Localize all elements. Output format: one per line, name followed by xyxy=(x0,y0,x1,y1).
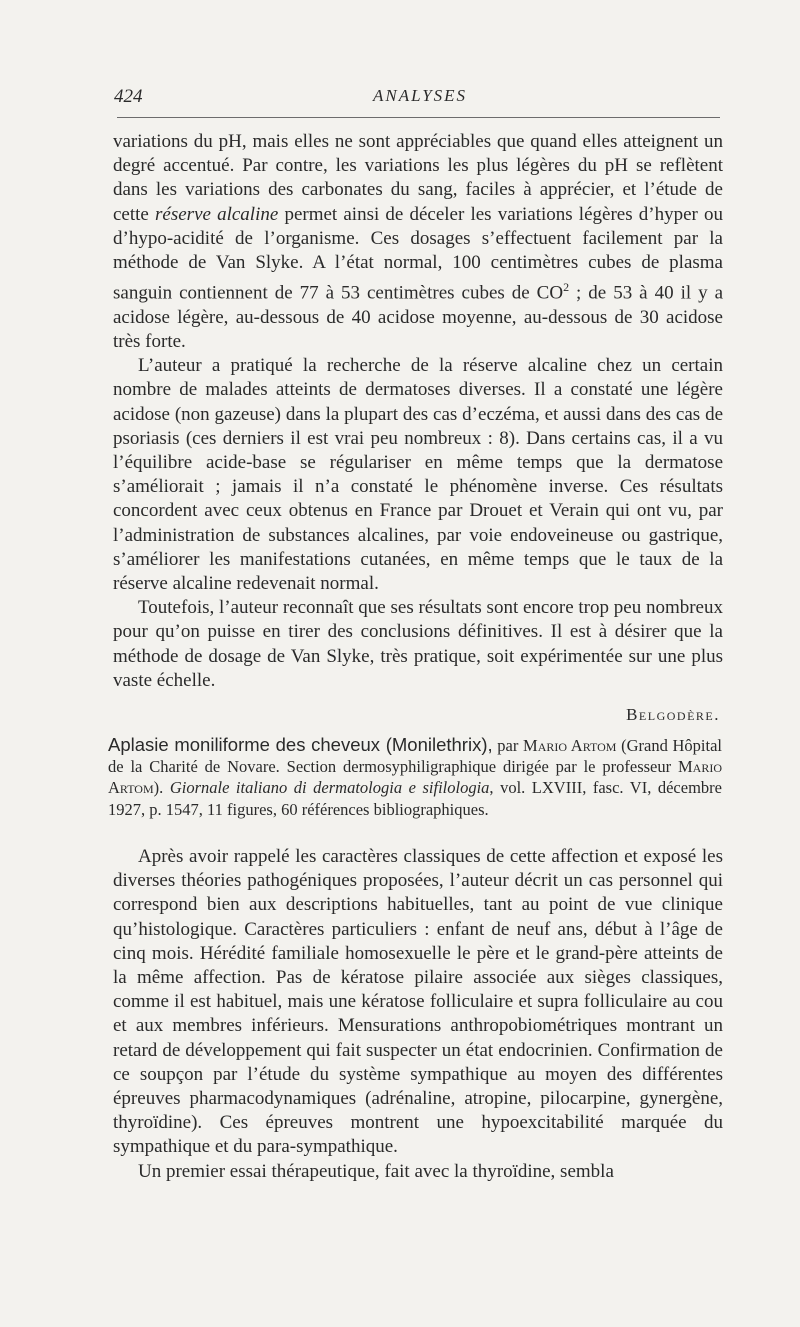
abstract-heading xyxy=(108,734,722,820)
paragraph xyxy=(113,130,723,354)
director-name: Mario Artom xyxy=(108,757,722,798)
journal-name: Giornale italiano di dermatologia e sifilologia xyxy=(169,778,490,798)
paragraph: Toutefois, l’auteur reconnaît que ses résultats sont encore trop peu nombreux pour qu’on puisse en tirer des conclusions définitives. Il est à désirer que la méthode de dosage de Van Slyke, très pratique, soit expérimentée sur une plus vaste échelle. xyxy=(113,597,723,691)
page-number: 424 xyxy=(114,86,143,107)
emphasis: réserve alcaline xyxy=(155,203,279,225)
text-run: permet ainsi de déceler les variations légères d’hyper ou d’hypo-acidité de l’organisme. Ces dosages s’effectuent facilement par la méthode de Van Slyke. A l’état normal, 100 centimètres cubes de plasma sanguin contiennent de 77 à 53 centimètres cubes de CO xyxy=(113,203,724,304)
superscript: 2 xyxy=(563,280,570,295)
review-body-1 xyxy=(113,130,723,693)
page-header xyxy=(114,86,720,112)
text-run: variations du pH, mais elles ne sont appréciables que quand elles atteignent un degré accentué. Par contre, les variations les plus légères du pH se reflètent dans les variations des carbonates du sang, faciles à apprécier, et l’étude de cette xyxy=(113,131,723,225)
affiliation: (Grand Hôpital de la Charité de Novare. Section dermosyphiligraphique dirigée par le professeur xyxy=(108,736,722,777)
review-body-2 xyxy=(113,845,723,1184)
text-run: par xyxy=(492,736,524,755)
reviewer-signature: Belgodère. xyxy=(626,705,720,724)
author-name: Mario Artom xyxy=(523,736,617,755)
article-title: Aplasie moniliforme des cheveux (Monilethrix), xyxy=(108,734,493,755)
text-run: ). xyxy=(153,778,170,798)
text-run: ; de 53 à 40 il y a acidose légère, au-dessous de 40 acidose moyenne, au-dessous de 30 acidose très forte. xyxy=(113,282,724,352)
paragraph: L’auteur a pratiqué la recherche de la réserve alcaline chez un certain nombre de malades atteints de dermatoses diverses. Il a constaté une légère acidose (non gazeuse) dans la plupart des cas d’eczéma, et aussi dans des cas de psoriasis (ces derniers il est vrai peu nombreux : 8). Dans certains cas, il a vu l’équilibre acide-base se régulariser en même temps que la dermatose s’améliorait ; jamais il n’a constaté le phénomène inverse. Ces résultats concordent avec ceux obtenus en France par Drouet et Verain qui ont vu, par l’administration de substances alcalines, par voie endoveineuse ou gastrique, s’améliorer les manifestations cutanées, en même temps que le taux de la réserve alcaline redevenait normal. xyxy=(113,355,723,594)
paragraph: Un premier essai thérapeutique, fait avec la thyroïdine, sembla xyxy=(138,1160,614,1182)
header-rule xyxy=(117,117,720,118)
running-title: ANALYSES xyxy=(372,86,468,105)
citation: , vol. LXVIII, fasc. VI, décembre 1927, p. 1547, 11 figures, 60 références bibliographiques. xyxy=(108,778,722,819)
paragraph: Après avoir rappelé les caractères classiques de cette affection et exposé les diverses théories pathogéniques proposées, l’auteur décrit un cas personnel qui correspond bien aux descriptions habituelles, tant au point de vue clinique qu’histologique. Caractères particuliers : enfant de neuf ans, début à l’âge de cinq mois. Hérédité familiale homosexuelle le père et le grand-père atteints de la même affection. Pas de kératose pilaire associée aux sièges classiques, comme il est habituel, mais une kératose folliculaire et supra folliculaire au cou et aux membres inférieurs. Mensurations anthropobiométriques montrant un retard de développement qui fait suspecter un état endocrinien. Confirmation de ce soupçon par l’étude du système sympathique au moyen des différentes épreuves pharmacodynamiques (adrénaline, atropine, pilocarpine, gynergène, thyroïdine). Ces épreuves montrent une hypoexcitabilité marquée du sympathique et du para-sympathique. xyxy=(113,846,723,1158)
